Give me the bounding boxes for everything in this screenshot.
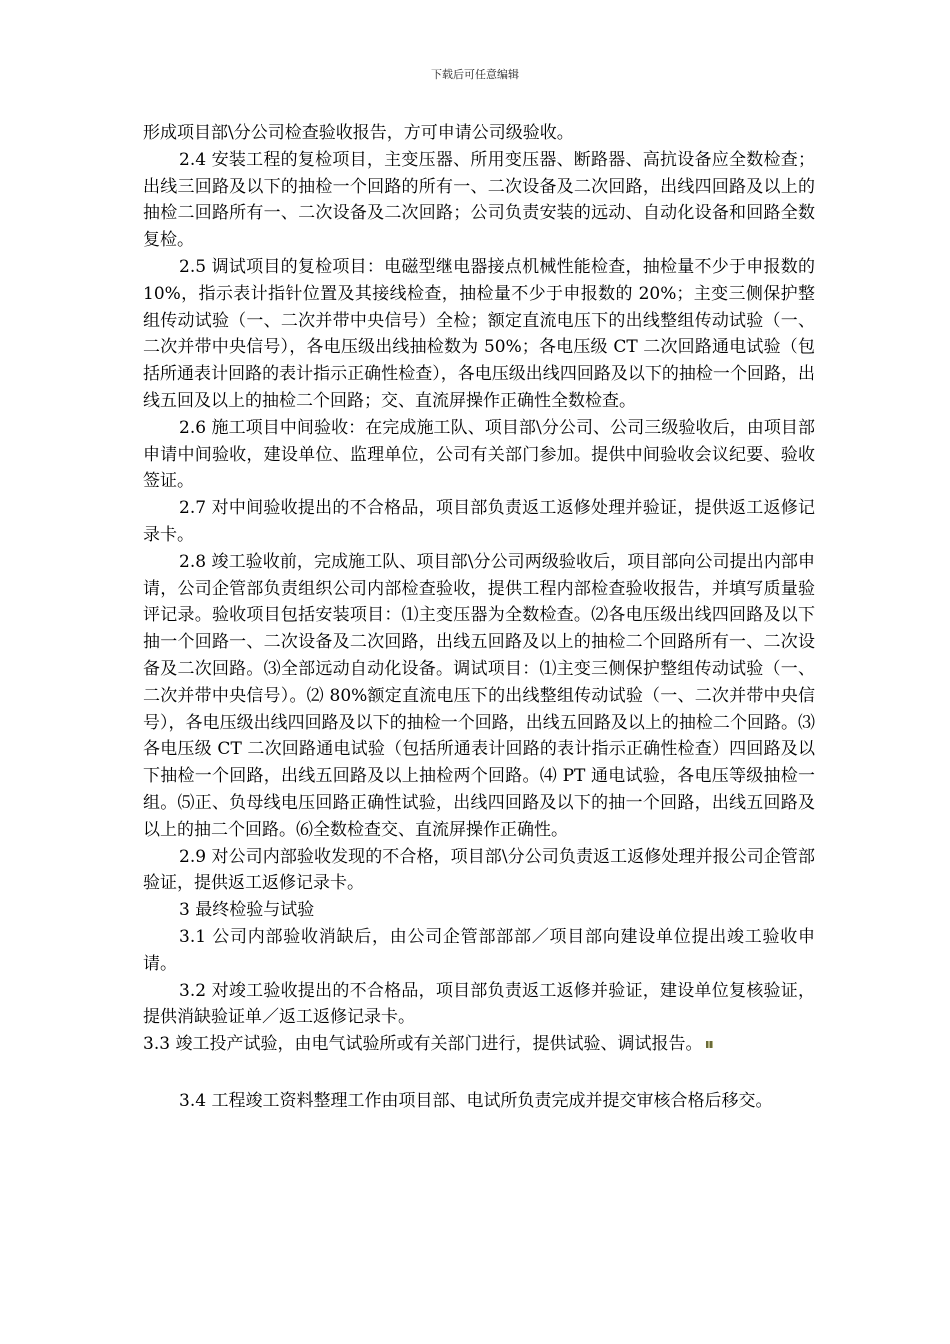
paragraph: 形成项目部\分公司检查验收报告，方可申请公司级验收。	[143, 123, 574, 143]
paragraph-2-7: 2.7 对中间验收提出的不合格品，项目部负责返工返修处理并验证，提供返工返修记录卡。	[143, 498, 815, 545]
anchor-mark-icon	[706, 1041, 713, 1048]
paragraph-3-1: 3.1 公司内部验收消缺后，由公司企管部部部／项目部向建设单位提出竣工验收申请。	[143, 926, 815, 974]
spacer	[143, 1058, 815, 1088]
paragraph-3-3: 3.3 竣工投产试验，由电气试验所或有关部门进行，提供试验、调试报告。	[143, 1034, 703, 1055]
paragraph-3-3-wrap	[143, 1031, 815, 1058]
section-heading-3: 3 最终检验与试验	[179, 900, 315, 921]
document-body	[143, 120, 815, 1115]
page-header: 下载后可任意编辑	[431, 68, 519, 81]
paragraph-3-4: 3.4 工程竣工资料整理工作由项目部、电试所负责完成并提交审核合格后移交。	[179, 1090, 773, 1111]
paragraph-2-4: 2.4 安装工程的复检项目，主变压器、所用变压器、断路器、高抗设备应全数检查；出线三回路及以下的抽检一个回路的所有一、二次设备及二次回路，出线四回路及以上的抽检二回路所有一、二次设备及二次回路；公司负责安装的远动、自动化设备和回路全数复检。	[143, 149, 815, 251]
paragraph-3-2: 3.2 对竣工验收提出的不合格品，项目部负责返工返修并验证，建设单位复核验证，提供消缺验证单／返工返修记录卡。	[143, 980, 815, 1028]
paragraph-2-5: 2.5 调试项目的复检项目：电磁型继电器接点机械性能检查，抽检量不少于申报数的 10%，指示表计指针位置及其接线检查，抽检量不少于申报数的 20%；主变三侧保护整组传动试验（一、二次并带中央信号）全检；额定直流电压下的出线整组传动试验（一、二次并带中央信号），各电压级出线抽检数为 50%；各电压级 CT 二次回路通电试验（包括所通表计回路的表计指示正确性检查），各电压级出线四回路及以下的抽检一个回路，出线五回及以上的抽检二个回路；交、直流屏操作正确性全数检查。	[143, 256, 815, 411]
paragraph-2-8: 2.8 竣工验收前，完成施工队、项目部\分公司两级验收后，项目部向公司提出内部申请，公司企管部负责组织公司内部检查验收，提供工程内部检查验收报告，并填写质量验评记录。验收项目包括安装项目：⑴主变压器为全数检查。⑵各电压级出线四回路及以下抽一个回路一、二次设备及二次回路，出线五回路及以上的抽检二个回路所有一、二次设备及二次回路。⑶全部远动自动化设备。调试项目：⑴主变三侧保护整组传动试验（一、二次并带中央信号）。⑵ 80%额定直流电压下的出线整组传动试验（一、二次并带中央信号），各电压级出线四回路及以下的抽检一个回路，出线五回路及以上的抽检二个回路。⑶各电压级 CT 二次回路通电试验（包括所通表计回路的表计指示正确性检查）四回路及以下抽检一个回路，出线五回路及以上抽检两个回路。⑷ PT 通电试验，各电压等级抽检一组。⑸正、负母线电压回路正确性试验，出线四回路及以下的抽一个回路，出线五回路及以上的抽二个回路。⑹全数检查交、直流屏操作正确性。	[143, 551, 815, 840]
paragraph-2-6: 2.6 施工项目中间验收：在完成施工队、项目部\分公司、公司三级验收后，由项目部申请中间验收，建设单位、监理单位，公司有关部门参加。提供中间验收会议纪要、验收签证。	[143, 417, 815, 492]
paragraph-2-9: 2.9 对公司内部验收发现的不合格，项目部\分公司负责返工返修处理并报公司企管部验证，提供返工返修记录卡。	[143, 846, 815, 894]
